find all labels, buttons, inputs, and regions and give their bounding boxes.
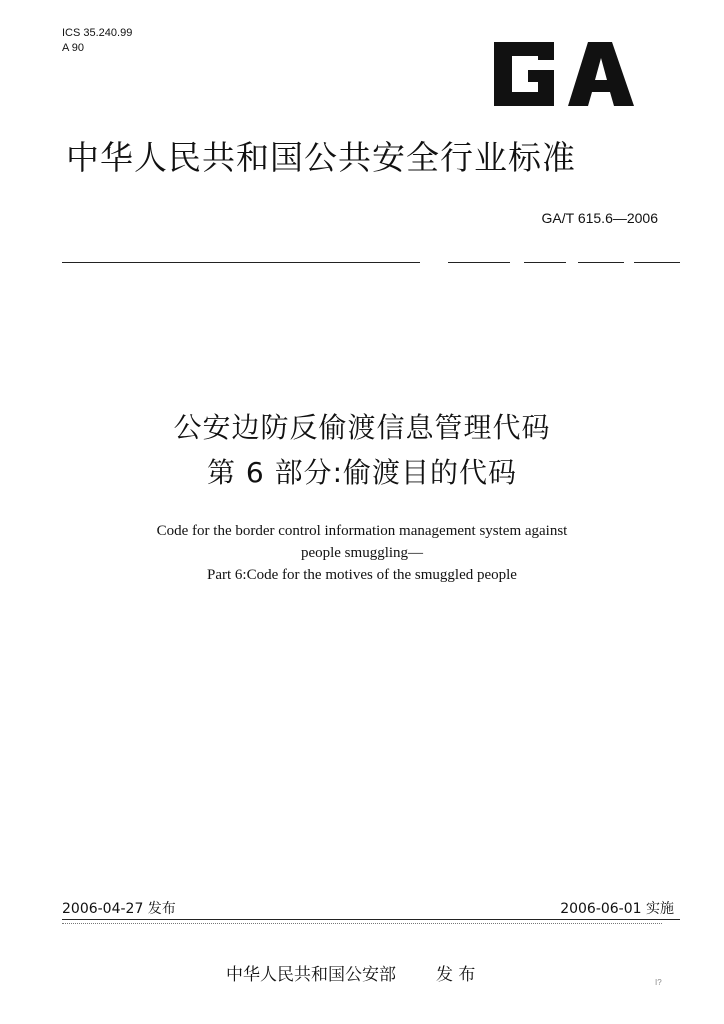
ics-code: ICS 35.240.99: [62, 27, 133, 39]
en-title-line-3: Part 6:Code for the motives of the smuggled people: [207, 567, 517, 583]
divider-gap: [624, 260, 634, 265]
issuing-category-title: 中华人民共和国公共安全行业标准: [66, 138, 576, 177]
implementation-date: 2006-06-01 实施: [560, 901, 674, 917]
page-mark: I?: [655, 978, 662, 987]
divider-gap: [510, 260, 524, 265]
cn-title-line-2: 第 6 部分:偷渡目的代码: [206, 456, 518, 489]
ga-logo: [488, 36, 638, 112]
publish-word: 发 布: [436, 965, 476, 985]
divider-gap: [566, 260, 578, 265]
en-title-line-1: Code for the border control information management system against: [156, 523, 568, 539]
en-title: [0, 520, 724, 586]
footer-divider-dotted: [62, 923, 662, 924]
en-title-line-2: people smuggling—: [300, 545, 424, 561]
publisher: [226, 960, 475, 985]
publisher-name: 中华人民共和国公安部: [226, 965, 396, 985]
divider-gap: [420, 260, 448, 265]
header-divider: [62, 262, 680, 263]
issue-date: 2006-04-27 发布: [62, 901, 176, 917]
classification-codes: [62, 26, 132, 56]
cn-title-line-1: 公安边防反偷渡信息管理代码: [173, 411, 551, 444]
standard-number: GA/T 615.6—2006: [541, 210, 658, 226]
footer-divider: [62, 919, 680, 920]
ccs-code: A 90: [62, 42, 85, 54]
